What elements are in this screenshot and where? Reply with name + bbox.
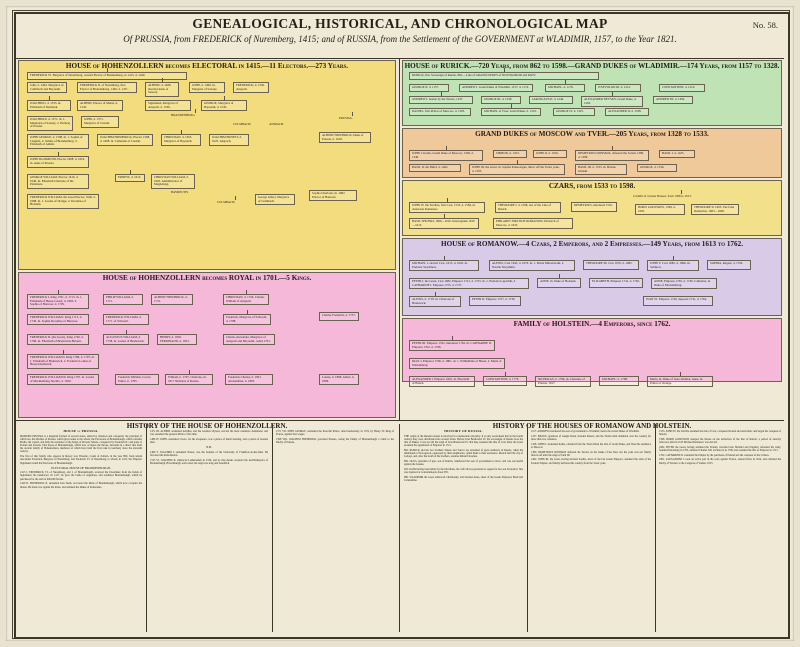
footer-paragraph: 1535 VI. JOACHIM II. embraced Lutheranism in 1539, and by that means acquired the Archbishoprics of Brandenburgh, Haverlsburgh, and Lebus; his reign was long and beneficial. bbox=[150, 458, 268, 465]
chart-connector bbox=[612, 146, 613, 150]
footer-paragraph: 1462. JOHN III. the Great, having married Sophia, niece of the last Greek Emperor, assumed the arms of the Eastern Empire, and finally delivered his country from the Tartar yoke. bbox=[531, 458, 651, 465]
footer-left-divider-2 bbox=[272, 424, 273, 632]
chart-entry: FREDERICK WILLIAM II. King 1786, d. 1797. m. 1. Elizabeth of Brunswick, 2. Frederica Louisa of Hesse-Darmstadt. bbox=[27, 354, 99, 369]
footer-paragraph: 1440 II. FREDERICK II. surnamed Iron Teeth, recovered the Mark of Brandenburgh, which now occupies the throne. He made war against the Poles, and subdued the Dukes of Pomerania. bbox=[20, 482, 142, 489]
chart-entry: BASIL III. d. 1533. m. Helena Glinski. bbox=[575, 164, 627, 175]
band-heading-electoral: HOUSE of HOHENZOLLERN becomes ELECTORAL in 1415.—11 Electors.—273 Years. bbox=[65, 62, 349, 70]
chart-entry: Frederick William, Crown Prince, b. 1795. bbox=[115, 374, 159, 385]
chart-entry: SIMEON, d. 1353. bbox=[493, 150, 527, 158]
chart-entry: Charles Frederick, d. 1757. bbox=[319, 312, 359, 321]
chart-entry: PAUL I. Emperor 1796, d. 1801. m. 1. Wilhelmina of Hesse, 2. Maria of Wurtemberg. bbox=[409, 358, 505, 369]
footer-paragraph: 1598 VIII. JOACHIM FREDERICK governed Prussia, owing the family of Brandenburgh a claim to the Duchy of Prussia. bbox=[276, 437, 394, 445]
footer-paragraph: 1801. ALEXANDER I. took an active part in the wars against France, entered Paris in 1814, and obtained the Duchy of Warsaw at the Congress of Vienna, 1815. bbox=[659, 458, 781, 465]
chart-connector bbox=[517, 160, 518, 164]
band-heading-rurik: HOUSE of RURICK.—720 Years, from 862 to 1598.—GRAND DUKES of WLADIMIR.—174 Years, from 1157 to 1328. bbox=[404, 62, 780, 70]
chart-entry: ANDREW III. d. 1304. bbox=[653, 96, 693, 104]
chart-entry: JOHN, d. 1499. m. Margaret of Saxony. bbox=[189, 82, 225, 93]
footer-column-2 bbox=[150, 430, 268, 630]
chart-entry: JOHN GEORGE, d. 1598. m. 1. Sophia of Liegnitz, 2. Sabina of Brandenburg, 3. Elizabeth of Anhalt. bbox=[27, 134, 89, 149]
sheet-number: No. 58. bbox=[752, 20, 778, 30]
chart-entry: CZARS of various Houses, from 1598 to 1613. bbox=[633, 194, 692, 198]
chart-connector bbox=[352, 112, 353, 116]
chart-connector bbox=[673, 256, 674, 260]
chart-entry: JOHN I. Kalita, Grand Duke of Moscow, 1328, d. 1340. bbox=[409, 150, 483, 161]
chart-band-royal bbox=[18, 272, 396, 418]
chart-entry: GEORGE, d. 1536. bbox=[637, 164, 677, 172]
chart-entry: PRUSSIA. bbox=[339, 116, 353, 120]
title-block bbox=[16, 14, 784, 58]
footer-heading: HISTORY OF RUSSIA. bbox=[444, 429, 483, 433]
chart-entry: BRANDENBURG. bbox=[171, 113, 196, 117]
chart-entry: GEORGE WILLIAM, Elector 1619, d. 1640. m. Elizabeth Charlotte of the Palatinate. bbox=[27, 174, 89, 189]
chart-band-moscow bbox=[402, 128, 782, 178]
page-title: GENEALOGICAL, HISTORICAL, AND CHRONOLOGICAL MAP bbox=[192, 16, 608, 31]
chart-connector bbox=[565, 80, 566, 84]
chart-entry: BAYREUTH. bbox=[171, 190, 189, 194]
footer-rule bbox=[16, 420, 784, 421]
footer-paragraph: 1157. ANDREW transferred the seat of government to Wladimir; hence the Grand Dukes of Wladimir. bbox=[531, 430, 640, 433]
chart-entry: ALEXANDER NEVSKY, Grand Duke, d. 1263. bbox=[581, 96, 643, 107]
chart-entry: DEMETRIUS, murdered 1591. bbox=[571, 202, 617, 212]
chart-entry: PETER II. Emperor 1727, d. 1730. bbox=[469, 296, 521, 306]
chart-entry: CONSTANTINE, d. 1219. bbox=[659, 84, 705, 92]
chart-connector bbox=[511, 104, 512, 108]
chart-band-czars bbox=[402, 180, 782, 236]
chart-connector bbox=[505, 372, 506, 376]
band-heading-moscow: GRAND DUKES of MOSCOW and TVER.—205 Years, from 1328 to 1533. bbox=[475, 130, 709, 138]
chart-entry: FREDERICK WILLIAM, d. 1771. of Schwedt. bbox=[103, 314, 149, 325]
chart-entry: ELIZABETH, Empress 1741, d. 1762. bbox=[589, 278, 643, 288]
chart-connector bbox=[49, 96, 50, 100]
chart-entry: MICHAEL, d. 1176. bbox=[545, 84, 585, 92]
footer-paragraph: 1499 V. JOACHIM I. surnamed Nestor, was the founder of the University of Frankfort-on-the-Oder. He favoured the Reformation. bbox=[150, 450, 268, 458]
footer-paragraph: The first of that family who appears in history was Thassilo, Count of Zollern, in the year 800, from whom descended Frederick, Burgrave of Nuremberg; and Frederick VI. of Nuremberg, to whom, in 1415, the Emperor Sigismund ceded the Electorate of Brandenburgh. bbox=[20, 455, 142, 465]
chart-entry: ANSPACH. bbox=[269, 122, 284, 126]
chart-entry: ANDREW I. beaten by the Tartars, 1237. bbox=[409, 96, 473, 104]
chart-connector bbox=[504, 68, 505, 72]
footer-paragraph: 862. RURICK and his two brothers Sineus and Truvor are esteemed of great authority in Russia, when the inhabitants of Novogorod, oppressed by their neighbours, called them to their assistance. Rurick built the city of Ladoga, and, after the death of his brothers, reunites himself absolute. bbox=[404, 448, 523, 459]
title-rule bbox=[16, 58, 784, 59]
chart-entry: THEODORE III. Czar 1676, d. 1682. bbox=[583, 260, 639, 270]
chart-entry: ALBERT FREDERICK, d. 1731. bbox=[151, 294, 193, 305]
chart-entry: SOPHIA, Regent, d. 1704. bbox=[707, 260, 751, 270]
chart-entry: George Albert, Margrave of Culmbach. bbox=[255, 194, 295, 205]
chart-entry: NICHOLAS, b. 1796. m. Charlotte of Prussia, 1817. bbox=[535, 376, 591, 387]
footer-paragraph: 1380. DEMETRIUS DONSKOI defeated the Tartars on the banks of the Don, but the yoke was not finally thrown off until the reign of John III. bbox=[531, 450, 651, 457]
chart-entry: PHILIP WILLIAM, d. 1711. bbox=[103, 294, 143, 305]
footer-paragraph: 1762. CATHARINE II. extended the Empire by the partitions of Poland and the conquest of the Crimea. bbox=[659, 453, 770, 457]
chart-band-holstein bbox=[402, 318, 782, 385]
chart-entry: FREDERICK II. of Nuremberg, first Elector of Brandenburg, 1440, d. 1471. bbox=[77, 82, 137, 93]
chart-entry: CHRISTIAN, d. 1726. Charles William of Anspach. bbox=[223, 294, 269, 305]
chart-entry: ALBERT, Elector of Mentz, d. 1545. bbox=[77, 100, 123, 111]
chart-connector bbox=[680, 372, 681, 376]
chart-entry: ALEXIS, d. 1718. m. Charlotte of Brunswick. bbox=[409, 296, 461, 307]
chart-entry: Frederick, Margrave of Schwedt, d. 1788. bbox=[223, 314, 271, 325]
chart-entry: William, b. 1797. Charlotte, m. 1817 Nicholas of Russia. bbox=[165, 374, 213, 385]
chart-entry: HENRY, d. 1802. FERDINAND, d. 1813. bbox=[157, 334, 197, 345]
chart-entry: DANIEL, first Prince of Moscow, d. 1303. bbox=[409, 108, 471, 116]
band-heading-romanow: HOUSE of ROMANOW.—4 Czars, 2 Emperors, and 2 Empresses.—149 Years, from 1613 to 1762. bbox=[440, 240, 743, 248]
chart-entry: ALBERT FREDERICK, Duke of Prussia, d. 1618. bbox=[319, 132, 371, 143]
chart-entry: BASIL SHUISKI, 1606—1610. Interregnum 1610—1613. bbox=[409, 218, 479, 229]
chart-connector bbox=[235, 196, 236, 200]
left-footer-title: HISTORY OF THE HOUSE OF HOHENZOLLERN. bbox=[126, 422, 288, 430]
chart-entry: JOACHIM II. d. 1571. m. 1. Magdalen of Saxony, 2. Hedwig of Poland. bbox=[27, 116, 73, 131]
chart-entry: Sophia Charlotte, m. 1684 Elector of Hanover. bbox=[309, 190, 357, 201]
chart-entry: BORIS GODUNOW, 1598, d. 1605. bbox=[635, 204, 685, 215]
footer-column-5 bbox=[531, 430, 651, 630]
chart-entry: CHRISTIAN, d. 1655. Margrave of Bayreuth. bbox=[161, 134, 201, 146]
chart-entry: PETER I. the Great, Czar 1682, Emperor 1721, d. 1725. m. 1. Eudoxia Lapuchin, 2. CATHARINE I. Empress 1725, d. 1727. bbox=[409, 278, 529, 289]
chart-entry: MICHAEL of Twer, Grand Duke, d. 1319. bbox=[481, 108, 541, 116]
footer-paragraph: 1237. BATOU, grandson of Gengis Khan, invaded Russia, and the Tartars held dominion over the country for more than two centuries. bbox=[531, 434, 651, 441]
chart-entry: PHILARET NIKITICH ROMANOW, Patriarch of Moscow, d. 1633. bbox=[493, 218, 573, 229]
chart-entry: GEORGE IV. d. 1325. bbox=[553, 108, 595, 116]
chart-entry: CONSTANTINE, b. 1779. bbox=[483, 376, 527, 386]
chart-connector bbox=[441, 92, 442, 96]
chart-entry: FREDERICK WILLIAM III. King 1797. m. Louisa of Mecklenburg-Strelitz, d. 1810. bbox=[27, 374, 99, 385]
chart-connector bbox=[126, 330, 127, 334]
footer-paragraph: 980. WLADIMIR the Great embraced Christianity, and married Anne, sister of the Greek Emperors Basil and Constantine. bbox=[404, 475, 523, 482]
footer-center-divider bbox=[399, 424, 400, 632]
chart-entry: ALEXANDER I. Emperor 1801. m. Elizabeth of Baden. bbox=[409, 376, 475, 387]
footer-paragraph: 1415 I. FREDERICK VI. of Nuremberg, and I. of Brandenburgh, received the Investiture from the hands of Sigismund, his benefactor. In 1417, he gave the battle of Argentaus, and retaliated Brandenburgh, which he purchased for the sum of 400,000 florins. bbox=[20, 471, 142, 481]
band-heading-czars: CZARS, from 1533 to 1598. bbox=[548, 182, 636, 190]
page-subtitle: Of PRUSSIA, from FREDERICK of Nuremberg, 1415; and of RUSSIA, from the Settlement of the GOVERNMENT at WLADIMIR, 1157, to the Year 1821. bbox=[123, 34, 677, 44]
chart-entry: GEORGE III. d. 1238. bbox=[481, 96, 521, 104]
chart-entry: FREDERICK VI. Burgrave of Nuremberg, created Elector of Brandenburg, in 1415, d. 1440. bbox=[27, 72, 187, 80]
chart-connector bbox=[446, 146, 447, 150]
footer-paragraph: 1486 IV. JOHN, surnamed Cicero, for his eloquence, was a prince of much learning, and a patron of learned men. bbox=[150, 437, 268, 445]
chart-entry: FREDERICK WILLIAM I. King 1713, d. 1740. m. Sophia Dorothea of Hanover. bbox=[27, 314, 89, 325]
chart-entry: JOHN SIGISMUND, Elector 1608, d. 1619. m. Anne of Prussia. bbox=[27, 156, 89, 168]
chart-connector bbox=[224, 96, 225, 100]
chart-connector bbox=[444, 256, 445, 260]
chart-entry: IVAN VI. Emperor 1740, deposed 1741, d. 1764. bbox=[643, 296, 713, 306]
chart-connector bbox=[195, 109, 196, 113]
chart-entry: ALEXIS, Czar 1645, d. 1676. m. 1. Maria Miloslawski, 2. Natalia Naryshkin. bbox=[489, 260, 575, 271]
chart-entry: JOHN III. the Great, m. Sophia Palaeologus, threw off the Tartar yoke, d. 1505. bbox=[469, 164, 565, 175]
chart-connector bbox=[58, 290, 59, 294]
prussia-chart-panel bbox=[18, 60, 396, 418]
chart-entry: JOHN IV. the Terrible, first Czar, 1533, d. 1584. m. Anastasia Romanow. bbox=[409, 202, 485, 213]
chart-connector bbox=[130, 170, 131, 174]
chart-entry: CHRISTIAN WILLIAM, d. 1665. Administrator of Magdeburg. bbox=[151, 174, 195, 189]
chart-connector bbox=[435, 292, 436, 296]
chart-entry: Louisa, b. 1808. Albert, b. 1809. bbox=[319, 374, 359, 385]
chart-connector bbox=[559, 274, 560, 278]
band-heading-royal: HOUSE of HOHENZOLLERN becomes ROYAL in 1701.—5 Kings. bbox=[102, 274, 312, 282]
chart-entry: JOACHIM FREDERICK, Elector 1598, d. 1608. m. Catherine of Custrin. bbox=[97, 134, 153, 146]
chart-entry: FREDERICK, d. 1536. Anspach. bbox=[233, 82, 269, 93]
chart-connector bbox=[181, 130, 182, 134]
chart-entry: ANNE, Empress 1730, d. 1740. Catharine, m. Duke of Mecklenburg. bbox=[651, 278, 717, 289]
footer-paragraph: 1471 III. ALBERT surnamed Achilles, and the German Ulysses, erected the most extensive dominions, and was esteemed the greatest Prince of his time. bbox=[150, 430, 268, 437]
footer-paragraph: 1533. JOHN IV. the Terrible assumed the title of Czar, conquered Kazan and Astrachan, and began the conquest of Siberia. bbox=[659, 430, 781, 437]
footer-paragraph: 882. OLEG, guardian of Igor, son of Rurick, transferred the seat of government to Kiov, and was successful against the Greeks. bbox=[404, 459, 523, 467]
chart-entry: JOACHIM I. d. 1535. m. Elizabeth of Denmark. bbox=[27, 100, 71, 111]
footer-column-3 bbox=[276, 430, 394, 630]
chart-entry: JOHN, d. 1571. Margrave of Custrin. bbox=[81, 116, 119, 128]
chart-connector bbox=[58, 152, 59, 156]
chart-entry: ANDREW I. Grand Duke of Wladimir, 1157, d. 1174. bbox=[459, 84, 533, 92]
chart-entry: JOHN V. Czar 1682, d. 1696. m. Saltikow. bbox=[647, 260, 699, 271]
footer-paragraph: MODERN PRUSSIA is a kingdom formed of several states, united by alliances and conquests; the principal of which are, the Duchies of Prussia, which gives name to the whole; the Electorate of Brandenburgh, which contains Berlin, the capital, and fully the residence of the Kings of Prussia; Silesia, conquered by Frederick II.; and parts of Poland and Saxony. This house of Brandenburgh, which now occupies the throne, descends in a direct line from the ancient family of Hohenzollern, members of which have held the first rank in Germany since the eleventh century. bbox=[20, 434, 142, 454]
footer-subheading: ELECTORAL HOUSE OF BRANDENBURGH. bbox=[51, 465, 111, 470]
chart-entry: ALEXANDER II. d. 1338. bbox=[605, 108, 649, 116]
chart-connector bbox=[63, 350, 64, 354]
footer-heading: HOUSE of PRUSSIA. bbox=[63, 429, 99, 433]
chart-entry: Sigismund, Margrave of Anspach, d. 1536. bbox=[145, 100, 191, 111]
chart-entry: CULMBACH. bbox=[217, 200, 236, 204]
chart-entry: WSEVOLOD III. d. 1212. bbox=[595, 84, 641, 92]
chart-entry: PETER III. Emperor 1762, murdered 1762. m. CATHARINE II. Empress 1762, d. 1796. bbox=[409, 340, 495, 351]
chart-connector bbox=[444, 214, 445, 218]
footer-column-4 bbox=[404, 430, 523, 630]
chart-connector bbox=[612, 92, 613, 96]
chart-entry: Charles Alexander, Margrave of Anspach and Bayreuth, ceded 1791. bbox=[223, 334, 275, 345]
chart-entry: BASIL I. d. 1425. bbox=[659, 150, 695, 158]
chart-entry: JAROSLAUS II. d. 1246. bbox=[529, 96, 573, 104]
chart-entry: DEMETRIUS DONSKOI, defeated the Tartars 1380, d. 1389. bbox=[575, 150, 649, 161]
footer-column-1 bbox=[20, 430, 142, 630]
chart-entry: GEORGE II. d. 1157. bbox=[409, 84, 449, 92]
chart-connector bbox=[107, 68, 108, 72]
chart-entry: FREDERICK I. King 1701, d. 1713. m. 1. Elizabeth of Hesse-Cassel, d. 1683, 2. Sophia of Hanover, d. 1705. bbox=[27, 294, 89, 309]
chart-connector bbox=[681, 190, 682, 194]
chart-connector bbox=[162, 78, 163, 82]
footer-left-divider-1 bbox=[146, 424, 147, 632]
chart-entry: FREDERICK WILLIAM, the Great Elector, 1640, d. 1688. m. 1. Louisa of Orange, 2. Dorothea of Holstein. bbox=[27, 194, 99, 209]
footer-right-divider-2 bbox=[655, 424, 656, 632]
chart-band-electoral bbox=[18, 60, 396, 270]
chart-connector bbox=[247, 310, 248, 314]
footer-paragraph: 1328. JOHN I. surnamed Kalita, obtained from the Tartar Khan the title of Grand Duke, and fixed his residence at Moscow. bbox=[531, 442, 651, 449]
chart-connector bbox=[246, 290, 247, 294]
chart-entry: THEODORE I. d. 1598, last of the Line of Rurick. bbox=[495, 202, 561, 213]
chart-band-rurik bbox=[402, 60, 782, 126]
chart-entry: JOACHIM ERNEST, d. 1625. Anspach. bbox=[209, 134, 249, 146]
chart-entry: FREDERICK II. (the Great), King 1740, d. 1786. m. Elizabeth of Brunswick-Bevern. bbox=[27, 334, 89, 345]
footer-right-divider-1 bbox=[527, 424, 528, 632]
chart-entry: JOHN II. d. 1359. bbox=[533, 150, 567, 158]
russia-chart-panel bbox=[402, 60, 782, 418]
chart-connector bbox=[189, 370, 190, 374]
footer-paragraph: 1598. BORIS GODUNOW usurped the throne on the extinction of the line of Rurick; a period of anarchy followed, until in 1613 Michael Romanow was elected. bbox=[659, 437, 781, 445]
chart-entry: ALBERT, d. 1486. married Anne of Saxony. bbox=[145, 82, 179, 97]
chart-entry: RURICK, first Sovereign of Russia, 862.—Line of GRAND DUKES of NOVOGOROD and KIOV. bbox=[409, 72, 599, 80]
chart-entry: MICHAEL I. elected Czar, 1613, d. 1645. m. Eudoxia Strechnew. bbox=[409, 260, 479, 271]
chart-entry: Maria, m. Duke of Saxe-Weimar. Anne, m. Prince of Orange. bbox=[647, 376, 713, 387]
chart-entry: Frederick Charles, b. 1801. Alexandrina, b. 1803. bbox=[225, 374, 273, 385]
chart-entry: GEORGE, Margrave of Bayreuth, d. 1543. bbox=[201, 100, 247, 111]
chart-connector bbox=[447, 198, 448, 202]
chart-entry: ANNE, m. Duke of Holstein. bbox=[537, 278, 581, 288]
chart-entry: CULMBACH. bbox=[233, 122, 252, 126]
chart-entry: ERNEST, d. 1613. bbox=[115, 174, 145, 182]
chart-entry: MICHAEL, b. 1798. bbox=[599, 376, 639, 386]
footer-column-6 bbox=[659, 430, 781, 630]
footer-subheading: N.B. bbox=[206, 445, 212, 450]
footer-paragraph: 1571 VII. JOHN GEORGE, surnamed the Peaceful Prince, ruled moderately, in 1576, by Henry IV. King of France, against the League. bbox=[276, 430, 394, 437]
footer-paragraph: 945. IGOR having been killed by the Drevlians, his wife OLGA governed as regent for her son Swatoslav. She was baptised at Constantinople about 955. bbox=[404, 467, 523, 474]
footer-paragraph: 1682. PETER the Great, having subdued the Strelitz, travelled into Holland and England, reformed his army, founded Petersburg in 1703, defeated Charles XII. at Pultowa in 1709, and assumed the title of Emperor in 1721. bbox=[659, 445, 781, 452]
center-divider bbox=[399, 58, 400, 420]
chart-entry: AUGUSTUS WILLIAM, d. 1758. m. Louisa of Brunswick. bbox=[103, 334, 149, 345]
chart-band-romanow bbox=[402, 238, 782, 316]
right-footer-title: HISTORY OF THE HOUSES OF ROMANOW AND HOLSTEIN. bbox=[492, 422, 692, 430]
chart-connector bbox=[452, 336, 453, 340]
chart-entry: John, d. 1464. Margrave of Culmbach and Bayreuth. bbox=[27, 82, 67, 93]
chart-entry: BASIL II. the Blind, d. 1462. bbox=[409, 164, 461, 172]
footer-paragraph: THE origin of the Russian nation is involved in considerable obscurity. It is only ascertained that in the fourth century they were distributed into several tribes. Before Ivan Basilowitz IV. the sovereigns of Russia bore the title of Dukes; it was not till the reign of Ivan Basilowitz IV. that they assumed the title of Czar. Peter the Great assumed the appellation of Emperor in 1721. bbox=[404, 434, 523, 448]
band-heading-holstein: FAMILY of HOLSTEIN.—4 Emperors, since 1762. bbox=[513, 320, 671, 328]
chart-entry: THEODORE II. 1605. The false Demetrius, 1605—1606. bbox=[691, 204, 739, 215]
